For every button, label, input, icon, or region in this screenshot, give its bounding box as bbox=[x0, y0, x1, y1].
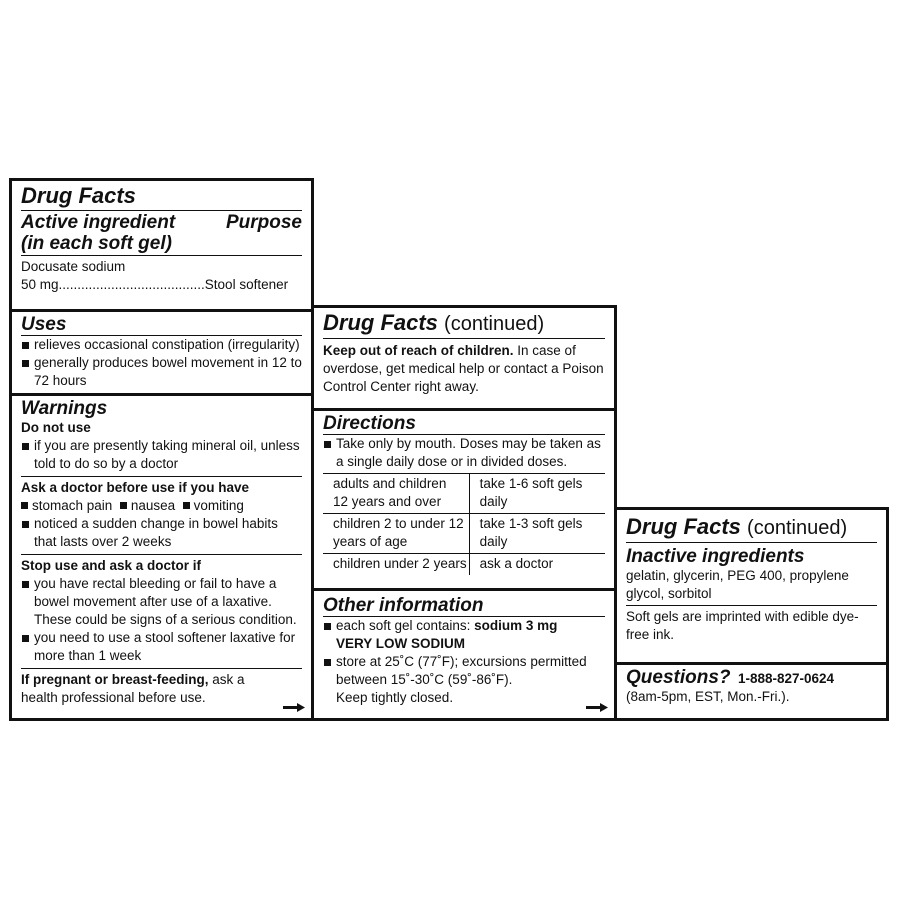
table-cell: ask a doctor bbox=[469, 554, 605, 576]
bullet-square-icon bbox=[324, 623, 331, 630]
table-row bbox=[323, 514, 605, 554]
table-cell: take 1-3 soft gels daily bbox=[469, 514, 605, 554]
bullet-square-icon bbox=[324, 659, 331, 666]
other-info-item: each soft gel contains: sodium 3 mg bbox=[323, 617, 605, 635]
ingredient-name: Docusate sodium bbox=[21, 259, 126, 274]
keep-out-text: Keep out of reach of children. In case of overdose, get medical help or contact a Poison Control Center right away. bbox=[323, 343, 604, 394]
bullet-square-icon bbox=[22, 521, 29, 528]
uses-item: generally produces bowel movement in 12 to 72 hours bbox=[21, 354, 302, 390]
bullet-square-icon bbox=[324, 441, 331, 448]
uses-item: relieves occasional constipation (irregularity) bbox=[21, 336, 302, 354]
uses-section bbox=[12, 312, 311, 396]
very-low-sodium: VERY LOW SODIUM bbox=[336, 636, 466, 651]
table-cell: children 2 to under 12 years of age bbox=[323, 514, 469, 554]
other-info-item: store at 25˚C (77˚F); excursions permitted between 15˚-30˚C (59˚-86˚F). bbox=[323, 653, 605, 689]
warnings-heading: Warnings bbox=[21, 398, 108, 419]
inactive-ingredients-section bbox=[617, 510, 886, 665]
questions-heading: Questions? bbox=[626, 667, 731, 688]
table-row bbox=[323, 554, 605, 576]
continue-arrow-icon bbox=[586, 703, 608, 712]
table-cell: take 1-6 soft gels daily bbox=[469, 474, 605, 514]
bullet-square-icon bbox=[22, 360, 29, 367]
directions-heading: Directions bbox=[323, 413, 605, 435]
continue-arrow-icon bbox=[283, 703, 305, 712]
drug-facts-panel-2 bbox=[311, 305, 617, 721]
ask-doctor-inline-list: stomach pain nausea vomiting bbox=[21, 497, 302, 515]
bullet-square-icon bbox=[22, 635, 29, 642]
questions-hours: (8am-5pm, EST, Mon.-Fri.). bbox=[626, 689, 790, 704]
pregnant-warning: If pregnant or breast-feeding, ask a health professional before use. bbox=[21, 668, 302, 707]
warnings-section bbox=[12, 396, 311, 718]
drug-facts-title: Drug Facts (continued) bbox=[626, 514, 877, 543]
drug-facts-panel-3 bbox=[614, 507, 889, 721]
drug-facts-title: Drug Facts bbox=[21, 183, 302, 211]
directions-table bbox=[323, 473, 605, 575]
active-ingredient-section bbox=[12, 181, 311, 312]
table-row bbox=[323, 474, 605, 514]
bullet-square-icon bbox=[22, 342, 29, 349]
do-not-use-heading: Do not use bbox=[21, 420, 91, 435]
bullet-square-icon bbox=[22, 581, 29, 588]
do-not-use-item: if you are presently taking mineral oil, unless told to do so by a doctor bbox=[21, 437, 302, 473]
ingredient-purpose-line: 50 mg.......................................Stool softener bbox=[21, 277, 289, 292]
drug-facts-panel-1 bbox=[9, 178, 314, 721]
drug-facts-title: Drug Facts (continued) bbox=[323, 310, 605, 339]
directions-section bbox=[314, 411, 614, 591]
imprint-text: Soft gels are imprinted with edible dye-free ink. bbox=[626, 609, 859, 642]
stop-use-heading: Stop use and ask a doctor if bbox=[21, 558, 202, 573]
active-ingredient-subheading: (in each soft gel) bbox=[21, 233, 302, 256]
table-cell: children under 2 years bbox=[323, 554, 469, 576]
keep-out-section bbox=[314, 308, 614, 411]
table-cell: adults and children 12 years and over bbox=[323, 474, 469, 514]
questions-section bbox=[617, 665, 886, 718]
purpose-heading: Purpose bbox=[225, 212, 302, 233]
other-information-heading: Other information bbox=[323, 595, 605, 617]
stop-use-item: you need to use a stool softener laxative for more than 1 week bbox=[21, 629, 302, 665]
questions-line bbox=[626, 667, 877, 688]
ask-doctor-heading: Ask a doctor before use if you have bbox=[21, 480, 250, 495]
bullet-square-icon bbox=[183, 502, 190, 509]
stop-use-item: you have rectal bleeding or fail to have a bowel movement after use of a laxative. These could be signs of a serious condition. bbox=[21, 575, 302, 629]
bullet-square-icon bbox=[21, 502, 28, 509]
bullet-square-icon bbox=[120, 502, 127, 509]
ask-doctor-item: noticed a sudden change in bowel habits that lasts over 2 weeks bbox=[21, 515, 302, 551]
directions-note: Take only by mouth. Doses may be taken as a single daily dose or in divided doses. bbox=[323, 435, 605, 471]
other-information-section bbox=[314, 591, 614, 718]
questions-phone: 1-888-827-0624 bbox=[737, 671, 835, 686]
active-ingredient-heading: Active ingredient bbox=[21, 212, 176, 233]
bullet-square-icon bbox=[22, 443, 29, 450]
uses-heading: Uses bbox=[21, 314, 302, 336]
inactive-ingredients-heading: Inactive ingredients bbox=[626, 546, 805, 567]
inactive-ingredients-text: gelatin, glycerin, PEG 400, propylene glycol, sorbitol bbox=[626, 567, 877, 606]
keep-tightly-closed: Keep tightly closed. bbox=[336, 690, 454, 705]
